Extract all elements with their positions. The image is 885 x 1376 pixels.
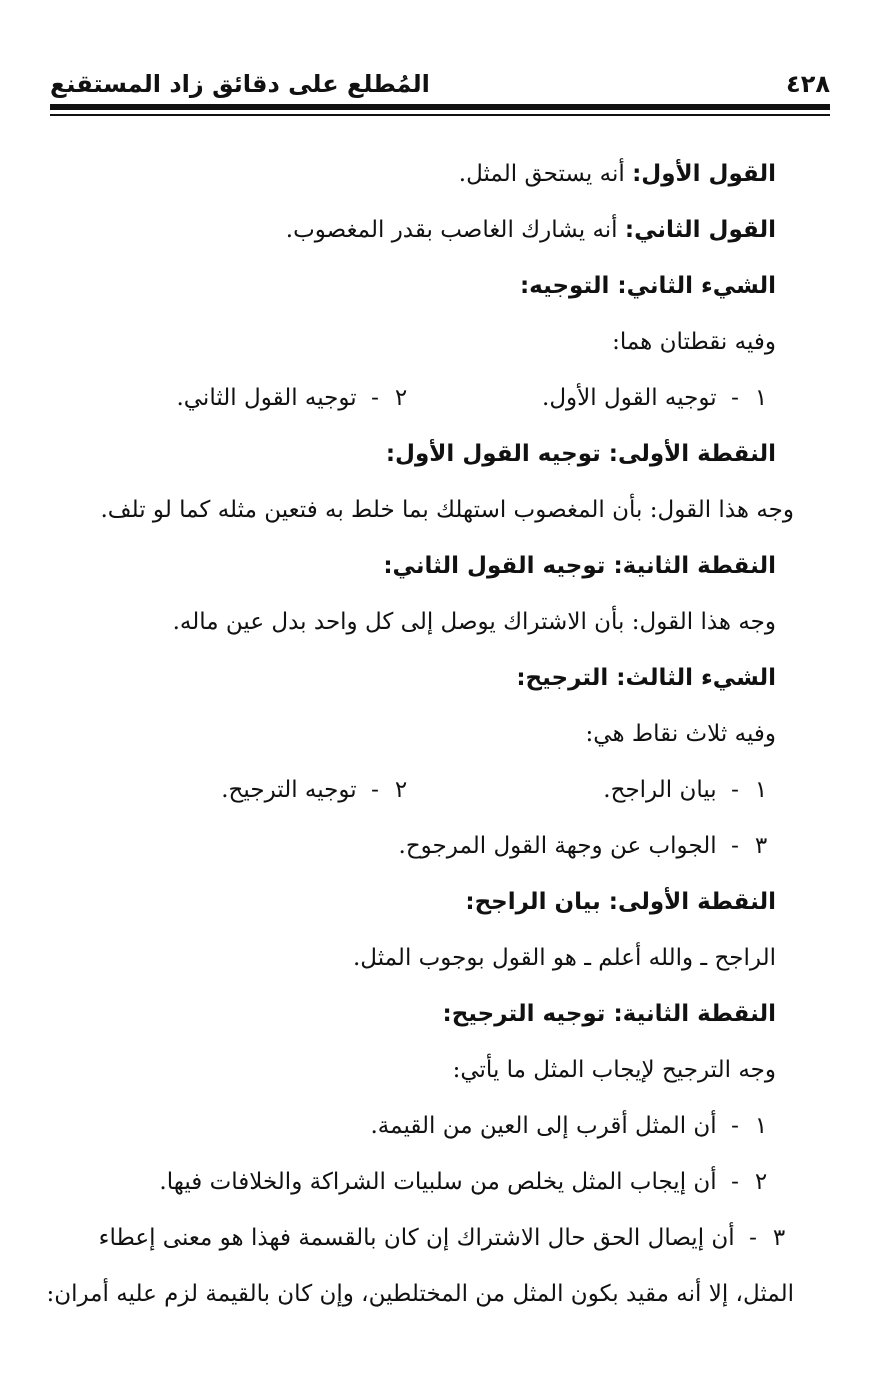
list-item: ١- بيان الراجح. bbox=[603, 777, 768, 803]
line-text: أنه يشارك الغاصب بقدر المغصوب. bbox=[285, 217, 618, 243]
heading-label: القول الثاني: bbox=[624, 217, 776, 243]
page-number: ٤٢٨ bbox=[786, 70, 830, 98]
line-text: أنه يستحق المثل. bbox=[458, 161, 625, 187]
text-line bbox=[56, 482, 794, 538]
list-item: ١- توجيه القول الأول. bbox=[542, 385, 768, 411]
heading-label: القول الأول: bbox=[632, 161, 776, 187]
list-item: ٣- أن إيصال الحق حال الاشتراك إن كان بالقسمة فهذا هو معنى إعطاء bbox=[98, 1225, 786, 1251]
page-header bbox=[50, 58, 830, 98]
section-heading: الشيء الثالث: الترجيح: bbox=[516, 665, 776, 691]
list-item: ٢- أن إيجاب المثل يخلص من سلبيات الشراكة والخلافات فيها. bbox=[159, 1169, 768, 1195]
text-line bbox=[56, 258, 776, 314]
line-text: وجه الترجيح لإيجاب المثل ما يأتي: bbox=[452, 1057, 776, 1083]
text-line bbox=[56, 1042, 776, 1098]
text-line bbox=[56, 314, 776, 370]
line-text: وجه هذا القول: بأن المغصوب استهلك بما خلط به فتعين مثله كما لو تلف. bbox=[100, 497, 794, 523]
text-line bbox=[56, 986, 776, 1042]
text-line bbox=[56, 930, 776, 986]
list-item: ٢- توجيه الترجيح. bbox=[221, 777, 408, 803]
line-text: وفيه نقطتان هما: bbox=[612, 329, 776, 355]
text-line bbox=[56, 650, 776, 706]
subsection-heading: النقطة الثانية: توجيه الترجيح: bbox=[442, 1001, 776, 1027]
numbered-pair bbox=[56, 370, 776, 426]
text-line bbox=[56, 594, 776, 650]
header-rule-thick bbox=[50, 104, 830, 110]
numbered-pair bbox=[56, 762, 776, 818]
text-line bbox=[56, 426, 776, 482]
subsection-heading: النقطة الأولى: توجيه القول الأول: bbox=[385, 441, 776, 467]
book-title: المُطلع على دقائق زاد المستقنع bbox=[50, 70, 430, 98]
subsection-heading: النقطة الثانية: توجيه القول الثاني: bbox=[383, 553, 776, 579]
line-text: المثل، إلا أنه مقيد بكون المثل من المختلطين، وإن كان بالقيمة لزم عليه أمران: bbox=[46, 1281, 794, 1307]
subsection-heading: النقطة الأولى: بيان الراجح: bbox=[465, 889, 776, 915]
section-heading: الشيء الثاني: التوجيه: bbox=[519, 273, 776, 299]
list-item: ١- أن المثل أقرب إلى العين من القيمة. bbox=[370, 1113, 768, 1139]
text-line bbox=[56, 146, 776, 202]
list-item: ٢- توجيه القول الثاني. bbox=[176, 385, 408, 411]
line-text: وجه هذا القول: بأن الاشتراك يوصل إلى كل واحد بدل عين ماله. bbox=[172, 609, 776, 635]
text-line bbox=[56, 874, 776, 930]
header-rule-thin bbox=[50, 114, 830, 116]
text-line bbox=[46, 1266, 794, 1322]
text-line bbox=[56, 202, 776, 258]
line-text: وفيه ثلاث نقاط هي: bbox=[585, 721, 776, 747]
list-item: ٣- الجواب عن وجهة القول المرجوح. bbox=[398, 833, 768, 859]
text-line bbox=[56, 538, 776, 594]
text-line bbox=[56, 706, 776, 762]
page-body bbox=[46, 146, 794, 1322]
line-text: الراجح ـ والله أعلم ـ هو القول بوجوب المثل. bbox=[352, 945, 776, 971]
